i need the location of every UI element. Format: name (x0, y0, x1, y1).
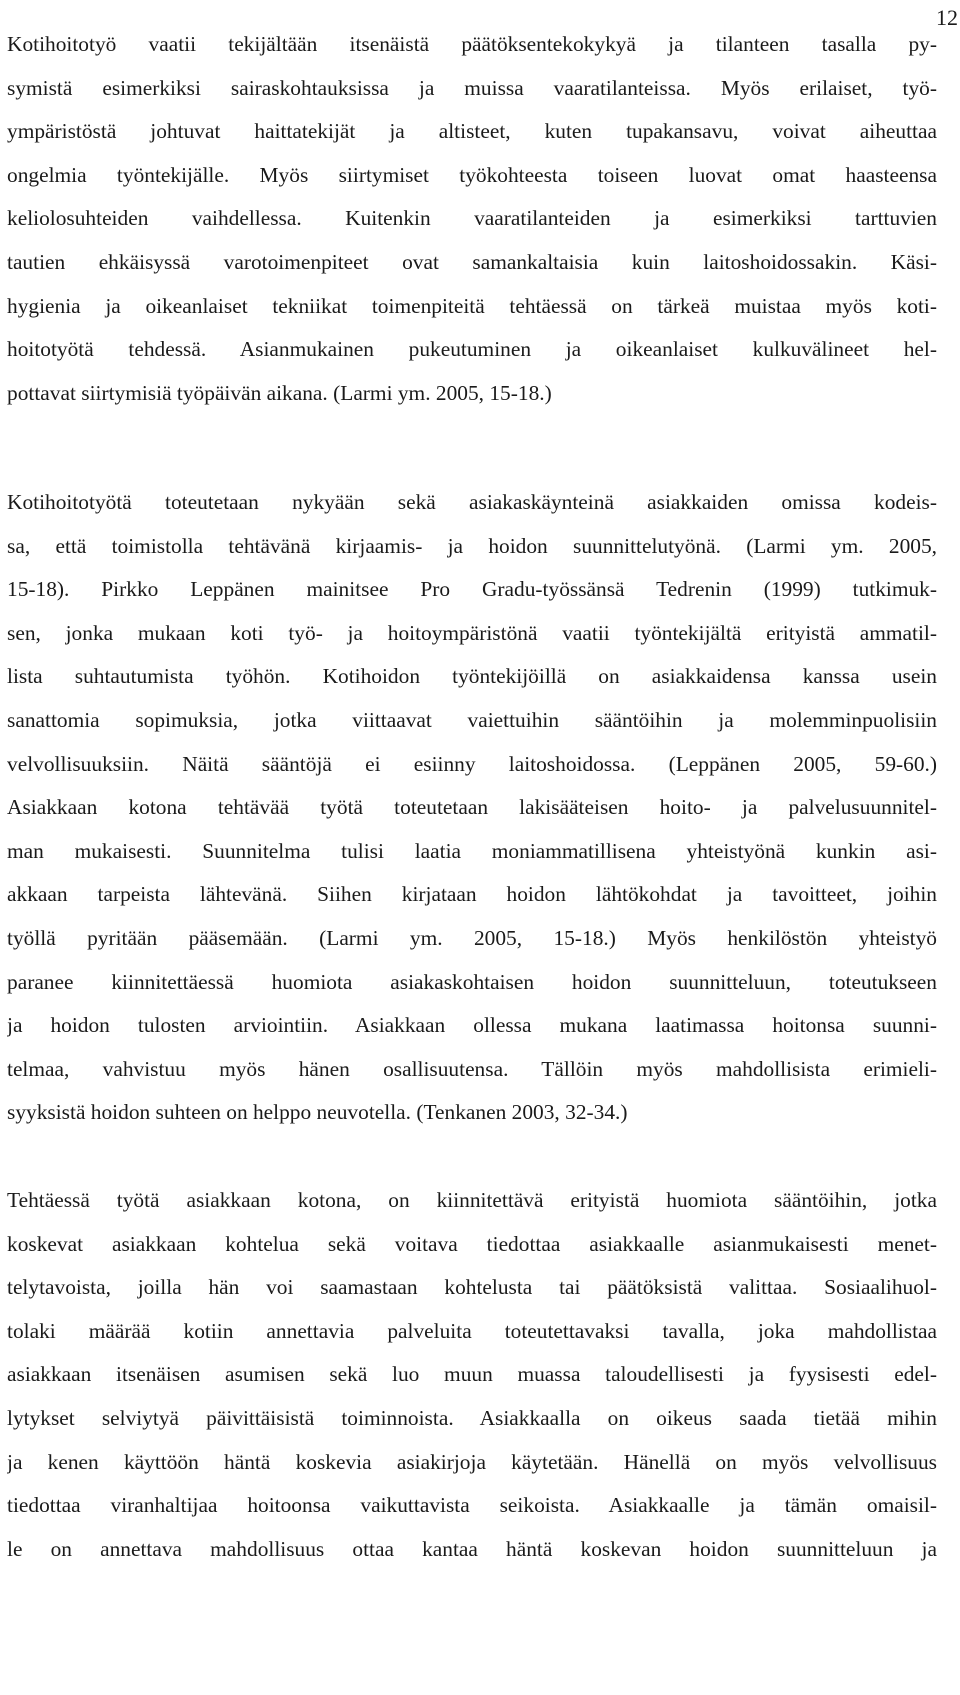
text-line: pottavat siirtymisiä työpäivän aikana. (Larmi ym. 2005, 15-18.) (7, 380, 552, 405)
text-line: Kotihoitotyötä toteutetaan nykyään sekä asiakaskäynteinä asiakkaiden omissa kodeis- (7, 490, 937, 514)
text-line: tiedottaa viranhaltijaa hoitoonsa vaikuttavista seikoista. Asiakkaalle ja tämän omaisil- (7, 1493, 937, 1518)
text-line: velvollisuuksiin. Näitä sääntöjä ei esiinny laitoshoidossa. (Leppänen 2005, 59-60.) (7, 751, 937, 776)
text-line: syyksistä hoidon suhteen on helppo neuvotella. (Tenkanen 2003, 32-34.) (7, 1100, 628, 1125)
text-line: sen, jonka mukaan koti työ- ja hoitoympäristönä vaatii työntekijältä erityistä ammatil- (7, 620, 937, 645)
text-line: man mukaisesti. Suunnitelma tulisi laatia moniammatillisena yhteistyönä kunkin asi- (7, 838, 937, 863)
text-line: hygienia ja oikeanlaiset tekniikat toimenpiteitä tehtäessä on tärkeä muistaa myös koti- (7, 293, 937, 318)
text-line: ongelmia työntekijälle. Myös siirtymiset työkohteesta toiseen luovat omat haasteensa (7, 162, 937, 187)
text-line: asiakkaan itsenäisen asumisen sekä luo muun muassa taloudellisesti ja fyysisesti edel- (7, 1362, 937, 1387)
text-line: Tehtäessä työtä asiakkaan kotona, on kiinnitettävä erityistä huomiota sääntöihin, jotka (7, 1188, 937, 1212)
text-line: koskevat asiakkaan kohtelua sekä voitava tiedottaa asiakkaalle asianmukaisesti menet- (7, 1231, 937, 1256)
text-line: akkaan tarpeista lähtevänä. Siihen kirjataan hoidon lähtökohdat ja tavoitteet, joihin (7, 882, 937, 907)
text-line: telytavoista, joilla hän voi saamastaan kohtelusta tai päätöksistä valittaa. Sosiaalihuol- (7, 1275, 937, 1300)
text-line: telmaa, vahvistuu myös hänen osallisuutensa. Tällöin myös mahdollisista erimieli- (7, 1056, 937, 1081)
text-line: tautien ehkäisyssä varotoimenpiteet ovat samankaltaisia kuin laitoshoidossakin. Käsi- (7, 250, 937, 274)
text-line: sanattomia sopimuksia, jotka viittaavat vaiettuihin sääntöihin ja molemminpuolisiin (7, 708, 937, 732)
text-line: paranee kiinnitettäessä huomiota asiakaskohtaisen hoidon suunnitteluun, toteutukseen (7, 969, 937, 994)
text-line: lista suhtautumista työhön. Kotihoidon työntekijöillä on asiakkaidensa kanssa usein (7, 664, 937, 689)
text-line: le on annettava mahdollisuus ottaa kantaa häntä koskevan hoidon suunnitteluun ja (7, 1536, 937, 1561)
text-line: Asiakkaan kotona tehtävää työtä toteutetaan lakisääteisen hoito- ja palvelusuunnitel- (7, 795, 937, 820)
text-line: sa, että toimistolla tehtävänä kirjaamis- ja hoidon suunnittelutyönä. (Larmi ym. 2005, (7, 533, 937, 558)
text-line: ympäristöstä johtuvat haittatekijät ja altisteet, kuten tupakansavu, voivat aiheuttaa (7, 119, 937, 144)
text-line: 15-18). Pirkko Leppänen mainitsee Pro Gradu-työssänsä Tedrenin (1999) tutkimuk- (7, 577, 937, 602)
page-number: 12 (936, 5, 958, 30)
text-line: työllä pyritään pääsemään. (Larmi ym. 2005, 15-18.) Myös henkilöstön yhteistyö (7, 926, 937, 950)
text-line: tolaki määrää kotiin annettavia palveluita toteutettavaksi tavalla, joka mahdollistaa (7, 1318, 937, 1343)
text-line: keliolosuhteiden vaihdellessa. Kuitenkin vaaratilanteiden ja esimerkiksi tarttuvien (7, 206, 937, 231)
text-line: ja hoidon tulosten arviointiin. Asiakkaan ollessa mukana laatimassa hoitonsa suunni- (7, 1013, 937, 1038)
text-line: hoitotyötä tehdessä. Asianmukainen pukeutuminen ja oikeanlaiset kulkuvälineet hel- (7, 337, 937, 362)
text-line: ja kenen käyttöön häntä koskevia asiakirjoja käytetään. Hänellä on myös velvollisuus (7, 1449, 937, 1474)
text-line: symistä esimerkiksi sairaskohtauksissa ja muissa vaaratilanteissa. Myös erilaiset, työ- (7, 75, 937, 100)
text-line: lytykset selviytyä päivittäisistä toiminnoista. Asiakkaalla on oikeus saada tietää mihin (7, 1406, 937, 1430)
text-line: Kotihoitotyö vaatii tekijältään itsenäistä päätöksentekokykyä ja tilanteen tasalla py- (7, 32, 937, 56)
